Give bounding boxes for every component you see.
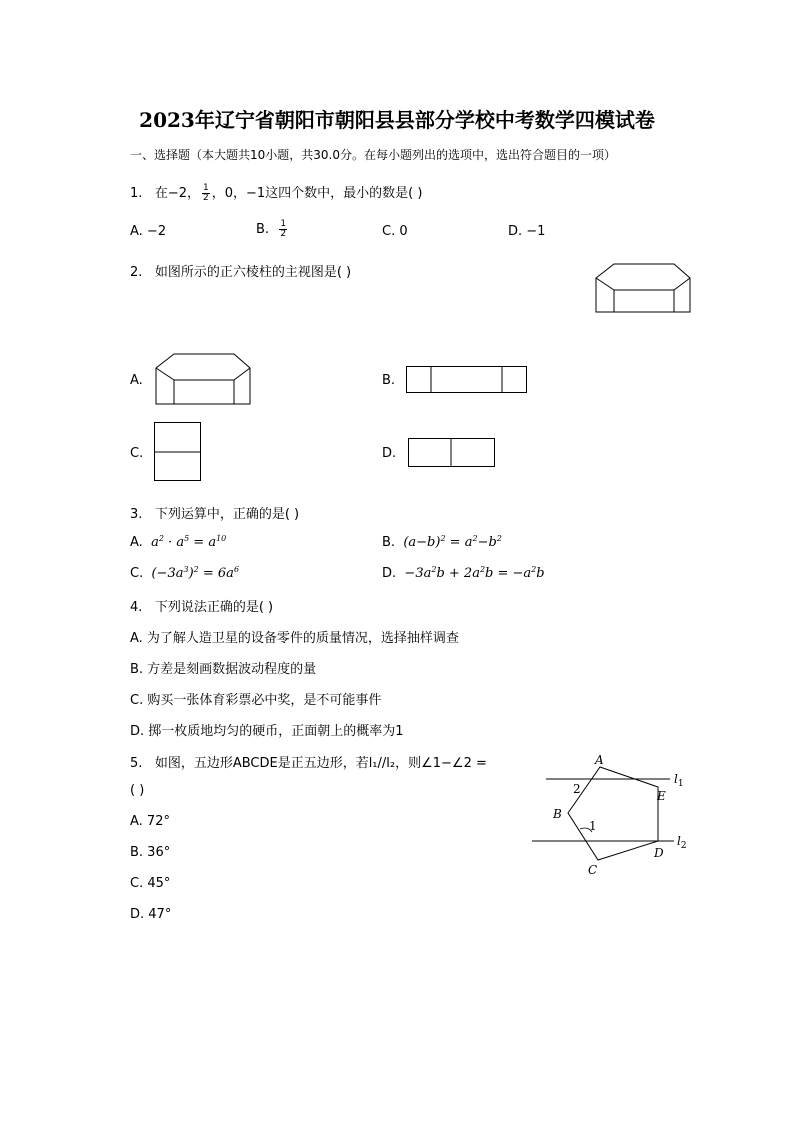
q3-stem: [130, 503, 299, 522]
line-l1-letter: l: [674, 772, 678, 786]
q1-stem: [130, 182, 422, 203]
q1-text-pre: 在−2，: [154, 186, 200, 201]
line-l2-label: [677, 834, 687, 851]
q1-fraction: [202, 184, 210, 203]
q3-option-a[interactable]: [130, 534, 226, 550]
q3-number: 3.: [130, 507, 143, 522]
angle-2-label: 2: [573, 782, 581, 796]
q1-option-b[interactable]: [256, 220, 289, 239]
pentagon-figure: [528, 752, 698, 882]
q5-option-a[interactable]: A. 72°: [130, 814, 170, 829]
q4-text: 下列说法正确的是( ): [154, 600, 274, 615]
q4-option-c[interactable]: C. 购买一张体育彩票必中奖，是不可能事件: [130, 693, 382, 708]
q2-option-b-label[interactable]: B.: [382, 373, 396, 388]
q1-option-b-fraction: [279, 220, 287, 239]
section-heading: 一、选择题（本大题共10小题，共30.0分。在每小题列出的选项中，选出符合题目的一项）: [130, 148, 616, 162]
q3-option-d-formula: $-3a^2b + 2a^2b = -a^2b$: [404, 565, 545, 581]
q3-option-c[interactable]: [130, 565, 239, 581]
q1-option-c[interactable]: C. 0: [382, 224, 408, 239]
q3-option-a-formula: $a^2 \cdot a^5 = a^{10}$: [151, 534, 227, 550]
q1-option-b-den: 2: [280, 229, 287, 239]
vertex-d-label: D: [654, 846, 664, 860]
vertex-b-label: B: [553, 807, 562, 821]
vertex-e-label: E: [657, 789, 666, 803]
q3-option-d[interactable]: [382, 565, 545, 581]
q1-fraction-den: 2: [202, 193, 209, 203]
q5-text-line2: ( ): [130, 783, 145, 798]
q3-option-c-formula: $(-3a^3)^2 = 6a^6$: [151, 565, 240, 581]
q3-option-c-label: C.: [130, 566, 144, 581]
q5-option-c[interactable]: C. 45°: [130, 876, 171, 891]
line-l1-label: [674, 772, 684, 789]
pentagon: [568, 767, 658, 860]
q5-option-d[interactable]: D. 47°: [130, 907, 172, 922]
q4-option-d[interactable]: D. 掷一枚质地均匀的硬币，正面朝上的概率为1: [130, 724, 404, 739]
q2-option-a-label[interactable]: A.: [130, 373, 143, 388]
q2-option-a-figure[interactable]: [156, 354, 252, 406]
q4-number: 4.: [130, 600, 143, 615]
q3-text: 下列运算中，正确的是( ): [154, 507, 300, 522]
q2-text: 如图所示的正六棱柱的主视图是( ): [154, 265, 352, 280]
q1-option-b-label: B.: [256, 222, 270, 237]
q4-option-a[interactable]: A. 为了解人造卫星的设备零件的质量情况，选择抽样调查: [130, 631, 459, 646]
q3-option-d-label: D.: [382, 566, 397, 581]
q2-stem: [130, 261, 351, 280]
q3-option-b-label: B.: [382, 535, 396, 550]
angle-1-label: 1: [589, 819, 597, 833]
q2-option-c-label[interactable]: C.: [130, 446, 144, 461]
vertex-a-label: A: [595, 753, 604, 767]
q4-stem: [130, 596, 273, 615]
q5-option-b[interactable]: B. 36°: [130, 845, 171, 860]
q1-option-b-num: 1: [280, 219, 287, 229]
q2-number: 2.: [130, 265, 143, 280]
vertex-c-label: C: [588, 863, 598, 877]
q2-option-d-label[interactable]: D.: [382, 446, 397, 461]
line-l2-letter: l: [677, 834, 681, 848]
q2-option-b-figure[interactable]: [406, 366, 528, 394]
q1-option-a[interactable]: A. −2: [130, 224, 167, 239]
q3-option-b-formula: $(a-b)^2 = a^2-b^2$: [403, 534, 502, 550]
page-title: 2023年辽宁省朝阳市朝阳县县部分学校中考数学四模试卷: [139, 108, 655, 132]
q2-option-c-figure[interactable]: [154, 422, 202, 482]
q1-number: 1.: [130, 186, 143, 201]
q5-stem: [130, 752, 487, 771]
q5-text-line1: 如图，五边形ABCDE是正五边形，若l₁//l₂，则∠1−∠2 =: [154, 756, 487, 771]
q3-option-a-label: A.: [130, 535, 143, 550]
line-l2-subscript: 2: [680, 841, 687, 851]
line-l1-subscript: 1: [677, 779, 684, 789]
hexagonal-prism-figure: [596, 264, 692, 314]
q4-option-b[interactable]: B. 方差是刻画数据波动程度的量: [130, 662, 317, 677]
q1-text-post: ，0，−1这四个数中，最小的数是( ): [211, 186, 423, 201]
q3-option-b[interactable]: [382, 534, 502, 550]
q1-option-d[interactable]: D. −1: [508, 224, 546, 239]
q2-option-d-figure[interactable]: [408, 438, 496, 468]
q1-fraction-num: 1: [202, 183, 209, 193]
q5-number: 5.: [130, 756, 143, 771]
